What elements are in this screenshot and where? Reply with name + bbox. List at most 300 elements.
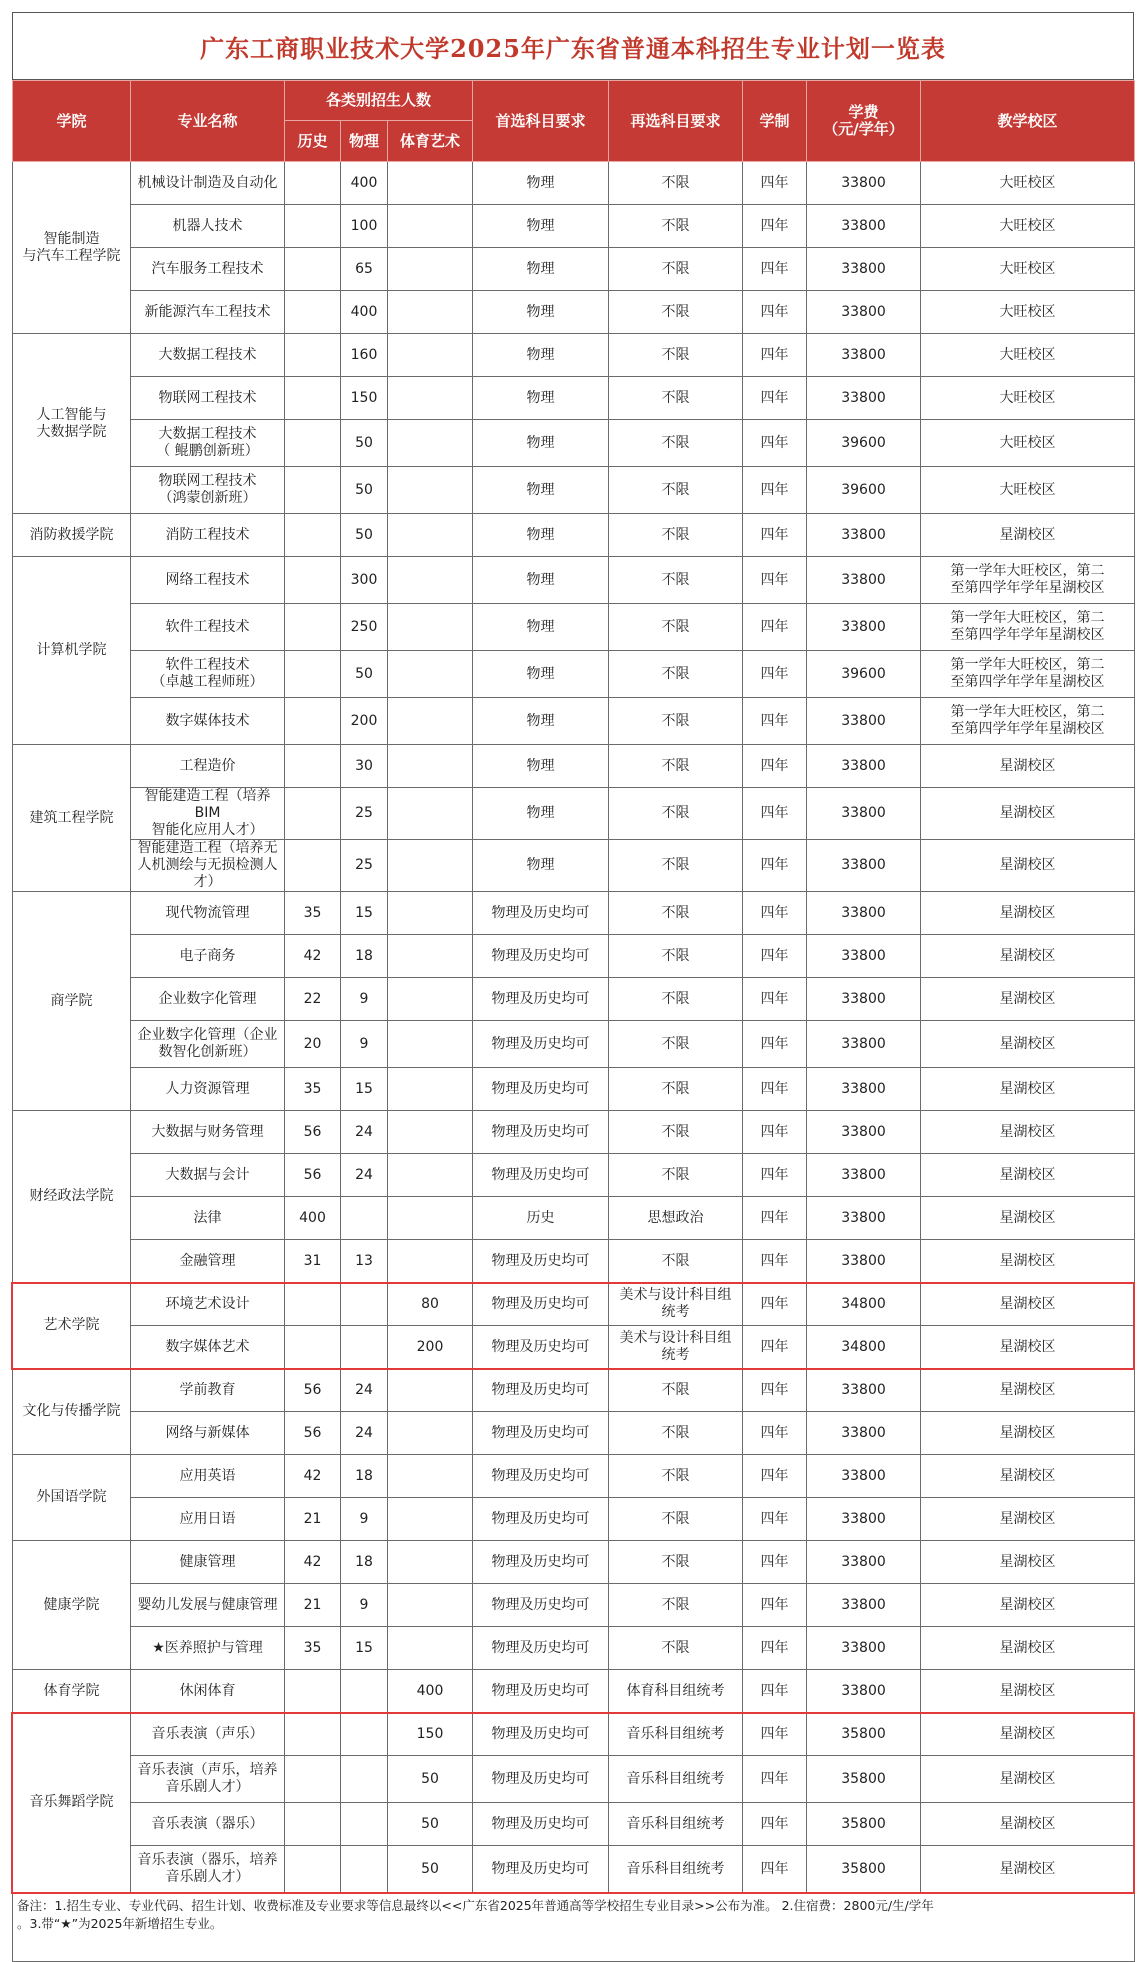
title-box bbox=[12, 12, 1134, 80]
history-count bbox=[285, 514, 341, 557]
history-count: 21 bbox=[285, 1584, 341, 1627]
campus: 大旺校区 bbox=[921, 205, 1135, 248]
college-name: 体育学院 bbox=[13, 1670, 131, 1713]
college-name: 艺术学院 bbox=[13, 1283, 131, 1369]
table-row bbox=[13, 1541, 1135, 1584]
major-name: 网络工程技术 bbox=[131, 557, 285, 604]
tuition: 33800 bbox=[807, 1584, 921, 1627]
major-name: 智能建造工程（培养无 人机测绘与无损检测人 才） bbox=[131, 840, 285, 892]
first-subject: 物理及历史均可 bbox=[473, 1627, 609, 1670]
arts-count bbox=[388, 698, 473, 745]
arts-count bbox=[388, 248, 473, 291]
tuition: 39600 bbox=[807, 651, 921, 698]
note-row bbox=[13, 1893, 1135, 1962]
campus: 大旺校区 bbox=[921, 467, 1135, 514]
first-subject: 物理及历史均可 bbox=[473, 1283, 609, 1326]
major-name: 婴幼儿发展与健康管理 bbox=[131, 1584, 285, 1627]
campus: 星湖校区 bbox=[921, 1068, 1135, 1111]
campus: 星湖校区 bbox=[921, 1283, 1135, 1326]
arts-count bbox=[388, 1154, 473, 1197]
header-tuition-line1: 学费 bbox=[848, 103, 879, 121]
header-tuition bbox=[807, 81, 921, 162]
duration: 四年 bbox=[743, 1197, 807, 1240]
second-subject: 音乐科目组统考 bbox=[609, 1803, 743, 1846]
first-subject: 物理 bbox=[473, 248, 609, 291]
arts-count bbox=[388, 1197, 473, 1240]
physics-count: 400 bbox=[341, 162, 388, 205]
table-row bbox=[13, 291, 1135, 334]
campus: 星湖校区 bbox=[921, 1240, 1135, 1283]
first-subject: 物理 bbox=[473, 377, 609, 420]
tuition: 33800 bbox=[807, 1627, 921, 1670]
duration: 四年 bbox=[743, 1068, 807, 1111]
campus: 第一学年大旺校区，第二 至第四学年学年星湖校区 bbox=[921, 698, 1135, 745]
history-count bbox=[285, 1670, 341, 1713]
history-count bbox=[285, 162, 341, 205]
first-subject: 物理及历史均可 bbox=[473, 1021, 609, 1068]
footnote-text: 备注：1.招生专业、专业代码、招生计划、收费标准及专业要求等信息最终以<<广东省2025年普通高等学校招生专业目录>>公布为准。 2.住宿费：2800元/生/学年 。3.带“★”为2025年新增招生专业。 bbox=[17, 1898, 934, 1931]
arts-count bbox=[388, 1541, 473, 1584]
tuition: 33800 bbox=[807, 1154, 921, 1197]
second-subject: 不限 bbox=[609, 467, 743, 514]
second-subject: 美术与设计科目组 统考 bbox=[609, 1283, 743, 1326]
second-subject: 体育科目组统考 bbox=[609, 1670, 743, 1713]
history-count bbox=[285, 698, 341, 745]
campus: 大旺校区 bbox=[921, 248, 1135, 291]
table-row bbox=[13, 892, 1135, 935]
arts-count: 80 bbox=[388, 1283, 473, 1326]
enrollment-table bbox=[12, 80, 1135, 1962]
first-subject: 物理及历史均可 bbox=[473, 1455, 609, 1498]
tuition: 33800 bbox=[807, 1111, 921, 1154]
college-name: 计算机学院 bbox=[13, 557, 131, 745]
major-name: ★医养照护与管理 bbox=[131, 1627, 285, 1670]
second-subject: 不限 bbox=[609, 334, 743, 377]
second-subject: 不限 bbox=[609, 1021, 743, 1068]
campus: 大旺校区 bbox=[921, 420, 1135, 467]
table-row bbox=[13, 1455, 1135, 1498]
tuition: 33800 bbox=[807, 291, 921, 334]
first-subject: 物理及历史均可 bbox=[473, 1111, 609, 1154]
campus: 星湖校区 bbox=[921, 1627, 1135, 1670]
physics-count: 25 bbox=[341, 788, 388, 840]
first-subject: 物理 bbox=[473, 420, 609, 467]
arts-count bbox=[388, 1240, 473, 1283]
second-subject: 不限 bbox=[609, 1111, 743, 1154]
second-subject: 不限 bbox=[609, 1541, 743, 1584]
tuition: 33800 bbox=[807, 1369, 921, 1412]
campus: 星湖校区 bbox=[921, 840, 1135, 892]
history-count: 35 bbox=[285, 1068, 341, 1111]
physics-count: 50 bbox=[341, 651, 388, 698]
table-row bbox=[13, 1713, 1135, 1756]
table-row bbox=[13, 514, 1135, 557]
second-subject: 音乐科目组统考 bbox=[609, 1846, 743, 1893]
arts-count bbox=[388, 892, 473, 935]
history-count bbox=[285, 745, 341, 788]
history-count: 400 bbox=[285, 1197, 341, 1240]
physics-count bbox=[341, 1803, 388, 1846]
second-subject: 不限 bbox=[609, 420, 743, 467]
arts-count bbox=[388, 291, 473, 334]
history-count bbox=[285, 1756, 341, 1803]
tuition: 33800 bbox=[807, 1412, 921, 1455]
duration: 四年 bbox=[743, 467, 807, 514]
first-subject: 物理及历史均可 bbox=[473, 1154, 609, 1197]
tuition: 33800 bbox=[807, 1197, 921, 1240]
physics-count: 9 bbox=[341, 1584, 388, 1627]
duration: 四年 bbox=[743, 1369, 807, 1412]
duration: 四年 bbox=[743, 377, 807, 420]
physics-count: 25 bbox=[341, 840, 388, 892]
campus: 星湖校区 bbox=[921, 1326, 1135, 1369]
duration: 四年 bbox=[743, 604, 807, 651]
college-name: 外国语学院 bbox=[13, 1455, 131, 1541]
table-row bbox=[13, 1326, 1135, 1369]
second-subject: 不限 bbox=[609, 1369, 743, 1412]
first-subject: 物理及历史均可 bbox=[473, 1541, 609, 1584]
table-body bbox=[13, 162, 1135, 1893]
tuition: 34800 bbox=[807, 1326, 921, 1369]
first-subject: 物理及历史均可 bbox=[473, 1068, 609, 1111]
major-name: 环境艺术设计 bbox=[131, 1283, 285, 1326]
duration: 四年 bbox=[743, 1541, 807, 1584]
second-subject: 不限 bbox=[609, 604, 743, 651]
duration: 四年 bbox=[743, 978, 807, 1021]
history-count bbox=[285, 467, 341, 514]
second-subject: 不限 bbox=[609, 840, 743, 892]
first-subject: 物理及历史均可 bbox=[473, 935, 609, 978]
history-count bbox=[285, 1713, 341, 1756]
history-count bbox=[285, 840, 341, 892]
major-name: 消防工程技术 bbox=[131, 514, 285, 557]
second-subject: 不限 bbox=[609, 1627, 743, 1670]
campus: 星湖校区 bbox=[921, 745, 1135, 788]
campus: 星湖校区 bbox=[921, 1197, 1135, 1240]
duration: 四年 bbox=[743, 420, 807, 467]
college-name: 建筑工程学院 bbox=[13, 745, 131, 892]
second-subject: 美术与设计科目组 统考 bbox=[609, 1326, 743, 1369]
duration: 四年 bbox=[743, 1021, 807, 1068]
first-subject: 物理及历史均可 bbox=[473, 1670, 609, 1713]
tuition: 33800 bbox=[807, 1455, 921, 1498]
campus: 大旺校区 bbox=[921, 377, 1135, 420]
campus: 第一学年大旺校区，第二 至第四学年学年星湖校区 bbox=[921, 557, 1135, 604]
second-subject: 不限 bbox=[609, 162, 743, 205]
physics-count bbox=[341, 1283, 388, 1326]
table-row bbox=[13, 978, 1135, 1021]
first-subject: 物理 bbox=[473, 514, 609, 557]
physics-count: 400 bbox=[341, 291, 388, 334]
tuition: 39600 bbox=[807, 467, 921, 514]
table-row bbox=[13, 935, 1135, 978]
arts-count bbox=[388, 1584, 473, 1627]
first-subject: 物理 bbox=[473, 604, 609, 651]
duration: 四年 bbox=[743, 514, 807, 557]
first-subject: 物理及历史均可 bbox=[473, 1412, 609, 1455]
major-name: 大数据与财务管理 bbox=[131, 1111, 285, 1154]
second-subject: 不限 bbox=[609, 698, 743, 745]
major-name: 音乐表演（声乐，培养 音乐剧人才） bbox=[131, 1756, 285, 1803]
tuition: 33800 bbox=[807, 604, 921, 651]
arts-count bbox=[388, 420, 473, 467]
major-name: 人力资源管理 bbox=[131, 1068, 285, 1111]
history-count bbox=[285, 788, 341, 840]
table-row bbox=[13, 1803, 1135, 1846]
table-row bbox=[13, 162, 1135, 205]
duration: 四年 bbox=[743, 1584, 807, 1627]
tuition: 33800 bbox=[807, 698, 921, 745]
major-name: 企业数字化管理（企业 数智化创新班） bbox=[131, 1021, 285, 1068]
arts-count: 150 bbox=[388, 1713, 473, 1756]
physics-count: 18 bbox=[341, 1541, 388, 1584]
table-row bbox=[13, 1111, 1135, 1154]
footnote bbox=[13, 1893, 1135, 1962]
college-name: 商学院 bbox=[13, 892, 131, 1111]
plan-sheet bbox=[12, 12, 1134, 1962]
physics-count bbox=[341, 1670, 388, 1713]
tuition: 33800 bbox=[807, 162, 921, 205]
campus: 星湖校区 bbox=[921, 1670, 1135, 1713]
campus: 星湖校区 bbox=[921, 935, 1135, 978]
arts-count bbox=[388, 162, 473, 205]
second-subject: 音乐科目组统考 bbox=[609, 1756, 743, 1803]
table-row bbox=[13, 1068, 1135, 1111]
tuition: 33800 bbox=[807, 788, 921, 840]
second-subject: 不限 bbox=[609, 978, 743, 1021]
first-subject: 物理及历史均可 bbox=[473, 1713, 609, 1756]
duration: 四年 bbox=[743, 698, 807, 745]
major-name: 应用日语 bbox=[131, 1498, 285, 1541]
duration: 四年 bbox=[743, 1326, 807, 1369]
physics-count: 50 bbox=[341, 514, 388, 557]
header-history: 历史 bbox=[285, 121, 341, 162]
duration: 四年 bbox=[743, 892, 807, 935]
arts-count bbox=[388, 1412, 473, 1455]
tuition: 34800 bbox=[807, 1283, 921, 1326]
table-row bbox=[13, 334, 1135, 377]
duration: 四年 bbox=[743, 651, 807, 698]
arts-count bbox=[388, 604, 473, 651]
duration: 四年 bbox=[743, 840, 807, 892]
second-subject: 不限 bbox=[609, 1412, 743, 1455]
campus: 星湖校区 bbox=[921, 788, 1135, 840]
arts-count bbox=[388, 840, 473, 892]
tuition: 33800 bbox=[807, 248, 921, 291]
table-row bbox=[13, 1283, 1135, 1326]
major-name: 数字媒体技术 bbox=[131, 698, 285, 745]
arts-count bbox=[388, 1111, 473, 1154]
first-subject: 物理 bbox=[473, 698, 609, 745]
duration: 四年 bbox=[743, 1670, 807, 1713]
physics-count: 18 bbox=[341, 935, 388, 978]
campus: 大旺校区 bbox=[921, 291, 1135, 334]
arts-count bbox=[388, 1455, 473, 1498]
duration: 四年 bbox=[743, 935, 807, 978]
second-subject: 不限 bbox=[609, 1068, 743, 1111]
tuition: 33800 bbox=[807, 514, 921, 557]
duration: 四年 bbox=[743, 1627, 807, 1670]
major-name: 大数据与会计 bbox=[131, 1154, 285, 1197]
tuition: 33800 bbox=[807, 334, 921, 377]
arts-count bbox=[388, 467, 473, 514]
physics-count: 200 bbox=[341, 698, 388, 745]
first-subject: 物理及历史均可 bbox=[473, 1756, 609, 1803]
table-row bbox=[13, 1670, 1135, 1713]
second-subject: 不限 bbox=[609, 935, 743, 978]
duration: 四年 bbox=[743, 248, 807, 291]
history-count: 56 bbox=[285, 1369, 341, 1412]
arts-count bbox=[388, 1369, 473, 1412]
header-major: 专业名称 bbox=[131, 81, 285, 162]
college-name: 音乐舞蹈学院 bbox=[13, 1713, 131, 1893]
history-count: 56 bbox=[285, 1412, 341, 1455]
duration: 四年 bbox=[743, 1111, 807, 1154]
second-subject: 不限 bbox=[609, 1240, 743, 1283]
header-sports-arts: 体育艺术 bbox=[388, 121, 473, 162]
history-count bbox=[285, 377, 341, 420]
physics-count: 50 bbox=[341, 467, 388, 514]
tuition: 33800 bbox=[807, 1670, 921, 1713]
table-row bbox=[13, 1197, 1135, 1240]
duration: 四年 bbox=[743, 1283, 807, 1326]
physics-count: 24 bbox=[341, 1154, 388, 1197]
major-name: 音乐表演（器乐，培养 音乐剧人才） bbox=[131, 1846, 285, 1893]
duration: 四年 bbox=[743, 291, 807, 334]
major-name: 音乐表演（声乐） bbox=[131, 1713, 285, 1756]
college-name: 健康学院 bbox=[13, 1541, 131, 1670]
first-subject: 物理及历史均可 bbox=[473, 892, 609, 935]
second-subject: 不限 bbox=[609, 557, 743, 604]
second-subject: 不限 bbox=[609, 1584, 743, 1627]
second-subject: 不限 bbox=[609, 1455, 743, 1498]
second-subject: 不限 bbox=[609, 291, 743, 334]
campus: 大旺校区 bbox=[921, 162, 1135, 205]
major-name: 音乐表演（器乐） bbox=[131, 1803, 285, 1846]
major-name: 工程造价 bbox=[131, 745, 285, 788]
table-row bbox=[13, 745, 1135, 788]
major-name: 现代物流管理 bbox=[131, 892, 285, 935]
second-subject: 不限 bbox=[609, 205, 743, 248]
tuition: 33800 bbox=[807, 205, 921, 248]
tuition: 33800 bbox=[807, 978, 921, 1021]
history-count bbox=[285, 651, 341, 698]
second-subject: 不限 bbox=[609, 377, 743, 420]
tuition: 35800 bbox=[807, 1846, 921, 1893]
campus: 星湖校区 bbox=[921, 1541, 1135, 1584]
campus: 星湖校区 bbox=[921, 1021, 1135, 1068]
physics-count: 15 bbox=[341, 1068, 388, 1111]
history-count bbox=[285, 334, 341, 377]
history-count bbox=[285, 291, 341, 334]
physics-count: 100 bbox=[341, 205, 388, 248]
arts-count bbox=[388, 788, 473, 840]
history-count: 56 bbox=[285, 1111, 341, 1154]
table-row bbox=[13, 1021, 1135, 1068]
first-subject: 物理 bbox=[473, 162, 609, 205]
second-subject: 不限 bbox=[609, 651, 743, 698]
table-row bbox=[13, 604, 1135, 651]
major-name: 大数据工程技术 bbox=[131, 334, 285, 377]
header-physics: 物理 bbox=[341, 121, 388, 162]
table-row bbox=[13, 1627, 1135, 1670]
history-count bbox=[285, 1846, 341, 1893]
major-name: 物联网工程技术 （鸿蒙创新班） bbox=[131, 467, 285, 514]
history-count bbox=[285, 1326, 341, 1369]
duration: 四年 bbox=[743, 162, 807, 205]
physics-count: 65 bbox=[341, 248, 388, 291]
duration: 四年 bbox=[743, 1846, 807, 1893]
arts-count: 50 bbox=[388, 1846, 473, 1893]
first-subject: 物理及历史均可 bbox=[473, 1584, 609, 1627]
major-name: 机器人技术 bbox=[131, 205, 285, 248]
campus: 星湖校区 bbox=[921, 1412, 1135, 1455]
arts-count bbox=[388, 978, 473, 1021]
history-count: 22 bbox=[285, 978, 341, 1021]
physics-count bbox=[341, 1713, 388, 1756]
first-subject: 物理 bbox=[473, 557, 609, 604]
history-count bbox=[285, 1283, 341, 1326]
history-count bbox=[285, 557, 341, 604]
physics-count bbox=[341, 1326, 388, 1369]
major-name: 汽车服务工程技术 bbox=[131, 248, 285, 291]
duration: 四年 bbox=[743, 1803, 807, 1846]
history-count: 42 bbox=[285, 1541, 341, 1584]
first-subject: 物理 bbox=[473, 651, 609, 698]
physics-count: 9 bbox=[341, 978, 388, 1021]
first-subject: 物理及历史均可 bbox=[473, 1846, 609, 1893]
first-subject: 物理 bbox=[473, 205, 609, 248]
first-subject: 物理 bbox=[473, 840, 609, 892]
second-subject: 音乐科目组统考 bbox=[609, 1713, 743, 1756]
table-row bbox=[13, 1154, 1135, 1197]
second-subject: 不限 bbox=[609, 1154, 743, 1197]
page-title: 广东工商职业技术大学2025年广东省普通本科招生专业计划一览表 bbox=[200, 33, 946, 63]
table-row bbox=[13, 248, 1135, 291]
arts-count: 50 bbox=[388, 1756, 473, 1803]
major-name: 软件工程技术 （卓越工程师班） bbox=[131, 651, 285, 698]
table-row bbox=[13, 1584, 1135, 1627]
physics-count: 250 bbox=[341, 604, 388, 651]
arts-count bbox=[388, 377, 473, 420]
first-subject: 物理及历史均可 bbox=[473, 1326, 609, 1369]
tuition: 33800 bbox=[807, 377, 921, 420]
duration: 四年 bbox=[743, 1713, 807, 1756]
major-name: 法律 bbox=[131, 1197, 285, 1240]
physics-count: 18 bbox=[341, 1455, 388, 1498]
tuition: 33800 bbox=[807, 1068, 921, 1111]
duration: 四年 bbox=[743, 1498, 807, 1541]
table-row bbox=[13, 557, 1135, 604]
tuition: 39600 bbox=[807, 420, 921, 467]
history-count bbox=[285, 248, 341, 291]
campus: 第一学年大旺校区，第二 至第四学年学年星湖校区 bbox=[921, 651, 1135, 698]
campus: 星湖校区 bbox=[921, 892, 1135, 935]
table-row bbox=[13, 1846, 1135, 1893]
first-subject: 物理及历史均可 bbox=[473, 1369, 609, 1412]
major-name: 金融管理 bbox=[131, 1240, 285, 1283]
tuition: 33800 bbox=[807, 557, 921, 604]
arts-count bbox=[388, 334, 473, 377]
major-name: 企业数字化管理 bbox=[131, 978, 285, 1021]
campus: 星湖校区 bbox=[921, 1846, 1135, 1893]
major-name: 休闲体育 bbox=[131, 1670, 285, 1713]
college-name: 人工智能与 大数据学院 bbox=[13, 334, 131, 514]
duration: 四年 bbox=[743, 745, 807, 788]
tuition: 35800 bbox=[807, 1756, 921, 1803]
table-row bbox=[13, 1369, 1135, 1412]
table-row bbox=[13, 1412, 1135, 1455]
